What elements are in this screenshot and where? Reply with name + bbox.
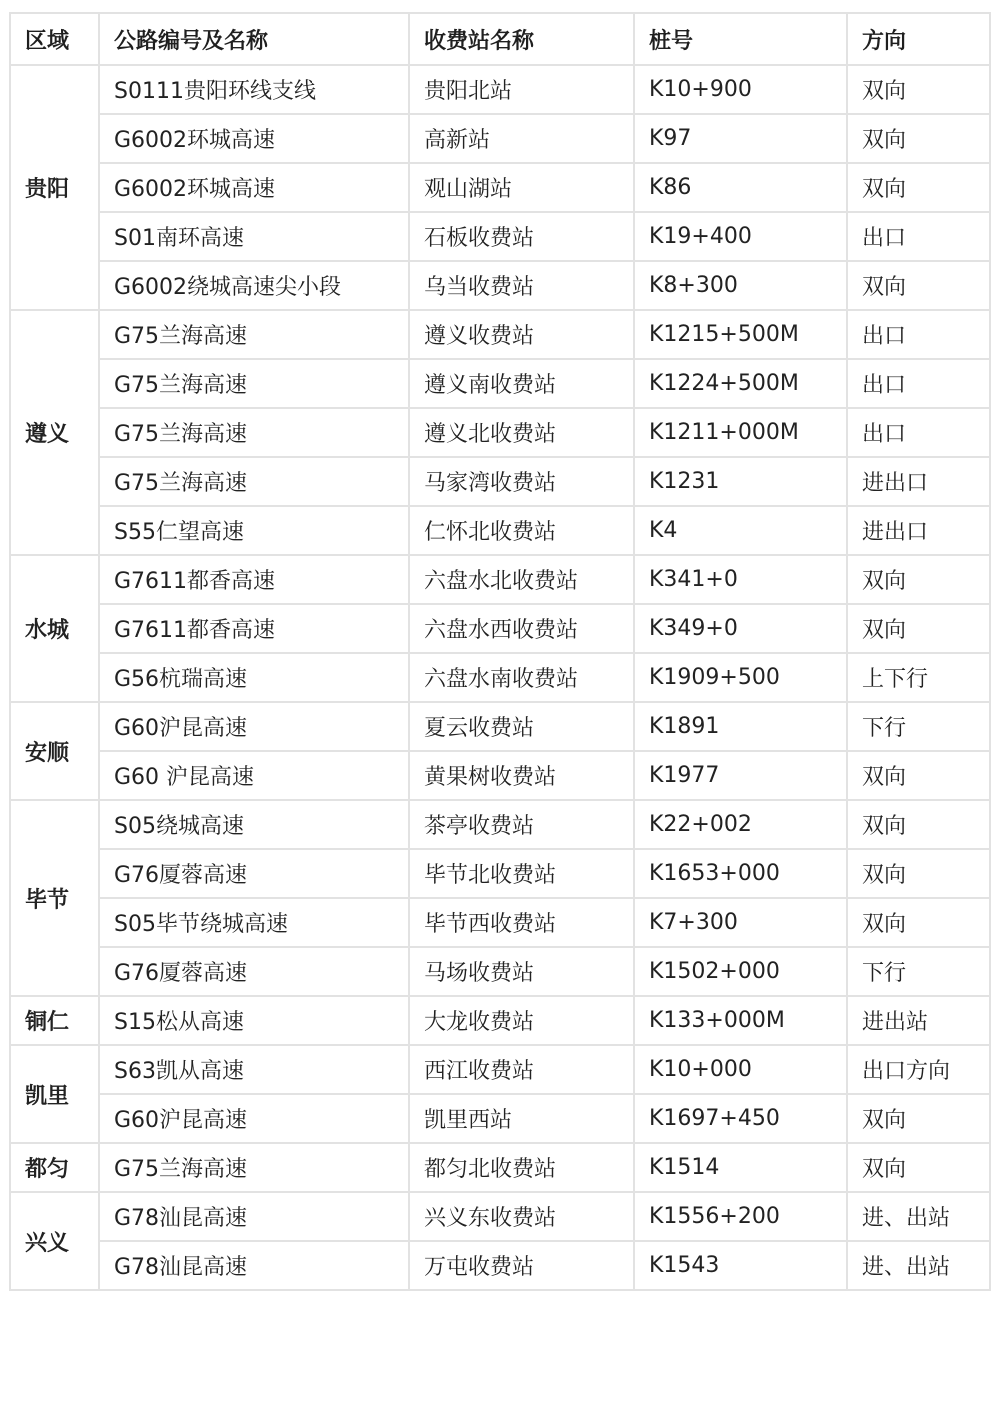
direction-cell: 上下行 (847, 653, 990, 702)
highway-cell: S05绕城高速 (99, 800, 409, 849)
stake-cell: K19+400 (634, 212, 847, 261)
stake-cell: K1909+500 (634, 653, 847, 702)
table-row (10, 408, 990, 457)
stake-cell: K1556+200 (634, 1192, 847, 1241)
direction-cell: 进出口 (847, 457, 990, 506)
station-cell: 乌当收费站 (409, 261, 634, 310)
stake-cell: K1211+000M (634, 408, 847, 457)
station-cell: 六盘水北收费站 (409, 555, 634, 604)
direction-cell: 双向 (847, 1143, 990, 1192)
highway-cell: G60沪昆高速 (99, 702, 409, 751)
table-row (10, 947, 990, 996)
station-cell: 高新站 (409, 114, 634, 163)
table-row (10, 310, 990, 359)
header-station: 收费站名称 (409, 13, 634, 65)
header-region: 区域 (10, 13, 99, 65)
stake-cell: K133+000M (634, 996, 847, 1045)
highway-cell: G76厦蓉高速 (99, 947, 409, 996)
direction-cell: 下行 (847, 702, 990, 751)
stake-cell: K1653+000 (634, 849, 847, 898)
station-cell: 茶亭收费站 (409, 800, 634, 849)
highway-cell: G6002环城高速 (99, 114, 409, 163)
stake-cell: K22+002 (634, 800, 847, 849)
highway-cell: S05毕节绕城高速 (99, 898, 409, 947)
station-cell: 万屯收费站 (409, 1241, 634, 1290)
direction-cell: 双向 (847, 751, 990, 800)
direction-cell: 下行 (847, 947, 990, 996)
direction-cell: 双向 (847, 1094, 990, 1143)
station-cell: 毕节北收费站 (409, 849, 634, 898)
region-cell: 铜仁 (10, 996, 99, 1045)
region-cell: 贵阳 (10, 65, 99, 310)
region-cell: 毕节 (10, 800, 99, 996)
station-cell: 遵义北收费站 (409, 408, 634, 457)
stake-cell: K1502+000 (634, 947, 847, 996)
region-cell: 凯里 (10, 1045, 99, 1143)
table-row (10, 261, 990, 310)
station-cell: 毕节西收费站 (409, 898, 634, 947)
stake-cell: K8+300 (634, 261, 847, 310)
highway-cell: G56杭瑞高速 (99, 653, 409, 702)
highway-cell: S01南环高速 (99, 212, 409, 261)
region-cell: 水城 (10, 555, 99, 702)
direction-cell: 进、出站 (847, 1192, 990, 1241)
direction-cell: 出口 (847, 310, 990, 359)
station-cell: 马家湾收费站 (409, 457, 634, 506)
highway-cell: G6002绕城高速尖小段 (99, 261, 409, 310)
table-row (10, 1094, 990, 1143)
highway-cell: G75兰海高速 (99, 408, 409, 457)
highway-cell: G7611都香高速 (99, 604, 409, 653)
table-row (10, 1143, 990, 1192)
stake-cell: K1891 (634, 702, 847, 751)
direction-cell: 出口方向 (847, 1045, 990, 1094)
region-cell: 安顺 (10, 702, 99, 800)
direction-cell: 进出站 (847, 996, 990, 1045)
table-row (10, 114, 990, 163)
direction-cell: 双向 (847, 849, 990, 898)
stake-cell: K1224+500M (634, 359, 847, 408)
region-cell: 兴义 (10, 1192, 99, 1290)
table-header (10, 13, 990, 65)
table-row (10, 163, 990, 212)
station-cell: 马场收费站 (409, 947, 634, 996)
stake-cell: K1514 (634, 1143, 847, 1192)
table-row (10, 849, 990, 898)
table-row (10, 457, 990, 506)
station-cell: 兴义东收费站 (409, 1192, 634, 1241)
station-cell: 夏云收费站 (409, 702, 634, 751)
stake-cell: K7+300 (634, 898, 847, 947)
highway-cell: G78汕昆高速 (99, 1241, 409, 1290)
station-cell: 西江收费站 (409, 1045, 634, 1094)
table-body (10, 65, 990, 1290)
direction-cell: 进、出站 (847, 1241, 990, 1290)
stake-cell: K1977 (634, 751, 847, 800)
table-row (10, 751, 990, 800)
stake-cell: K349+0 (634, 604, 847, 653)
station-cell: 仁怀北收费站 (409, 506, 634, 555)
highway-cell: G76厦蓉高速 (99, 849, 409, 898)
direction-cell: 双向 (847, 800, 990, 849)
stake-cell: K1215+500M (634, 310, 847, 359)
direction-cell: 出口 (847, 359, 990, 408)
stake-cell: K4 (634, 506, 847, 555)
station-cell: 遵义南收费站 (409, 359, 634, 408)
station-cell: 贵阳北站 (409, 65, 634, 114)
station-cell: 黄果树收费站 (409, 751, 634, 800)
station-cell: 观山湖站 (409, 163, 634, 212)
table-row (10, 898, 990, 947)
direction-cell: 双向 (847, 261, 990, 310)
table-row (10, 506, 990, 555)
highway-cell: S15松从高速 (99, 996, 409, 1045)
direction-cell: 双向 (847, 65, 990, 114)
table-row (10, 800, 990, 849)
header-stake: 桩号 (634, 13, 847, 65)
header-row (10, 13, 990, 65)
highway-cell: G6002环城高速 (99, 163, 409, 212)
station-cell: 遵义收费站 (409, 310, 634, 359)
stake-cell: K86 (634, 163, 847, 212)
direction-cell: 双向 (847, 898, 990, 947)
highway-cell: G60 沪昆高速 (99, 751, 409, 800)
table-row (10, 996, 990, 1045)
region-cell: 遵义 (10, 310, 99, 555)
table-row (10, 1192, 990, 1241)
stake-cell: K97 (634, 114, 847, 163)
station-cell: 大龙收费站 (409, 996, 634, 1045)
stake-cell: K10+900 (634, 65, 847, 114)
header-direction: 方向 (847, 13, 990, 65)
highway-cell: G78汕昆高速 (99, 1192, 409, 1241)
station-cell: 六盘水西收费站 (409, 604, 634, 653)
station-cell: 六盘水南收费站 (409, 653, 634, 702)
table-row (10, 1045, 990, 1094)
highway-cell: S0111贵阳环线支线 (99, 65, 409, 114)
highway-cell: G75兰海高速 (99, 457, 409, 506)
direction-cell: 出口 (847, 408, 990, 457)
toll-station-table (9, 12, 991, 1291)
highway-cell: S55仁望高速 (99, 506, 409, 555)
stake-cell: K10+000 (634, 1045, 847, 1094)
direction-cell: 双向 (847, 163, 990, 212)
direction-cell: 双向 (847, 555, 990, 604)
region-cell: 都匀 (10, 1143, 99, 1192)
direction-cell: 双向 (847, 604, 990, 653)
highway-cell: G60沪昆高速 (99, 1094, 409, 1143)
table-row (10, 702, 990, 751)
table-row (10, 653, 990, 702)
table-row (10, 212, 990, 261)
toll-station-table-container (9, 12, 989, 1291)
header-highway: 公路编号及名称 (99, 13, 409, 65)
highway-cell: G75兰海高速 (99, 1143, 409, 1192)
stake-cell: K1543 (634, 1241, 847, 1290)
table-row (10, 604, 990, 653)
direction-cell: 双向 (847, 114, 990, 163)
direction-cell: 进出口 (847, 506, 990, 555)
station-cell: 都匀北收费站 (409, 1143, 634, 1192)
stake-cell: K1231 (634, 457, 847, 506)
highway-cell: G75兰海高速 (99, 310, 409, 359)
station-cell: 凯里西站 (409, 1094, 634, 1143)
direction-cell: 出口 (847, 212, 990, 261)
table-row (10, 555, 990, 604)
highway-cell: G7611都香高速 (99, 555, 409, 604)
table-row (10, 1241, 990, 1290)
station-cell: 石板收费站 (409, 212, 634, 261)
stake-cell: K341+0 (634, 555, 847, 604)
highway-cell: S63凯从高速 (99, 1045, 409, 1094)
stake-cell: K1697+450 (634, 1094, 847, 1143)
table-row (10, 65, 990, 114)
table-row (10, 359, 990, 408)
highway-cell: G75兰海高速 (99, 359, 409, 408)
